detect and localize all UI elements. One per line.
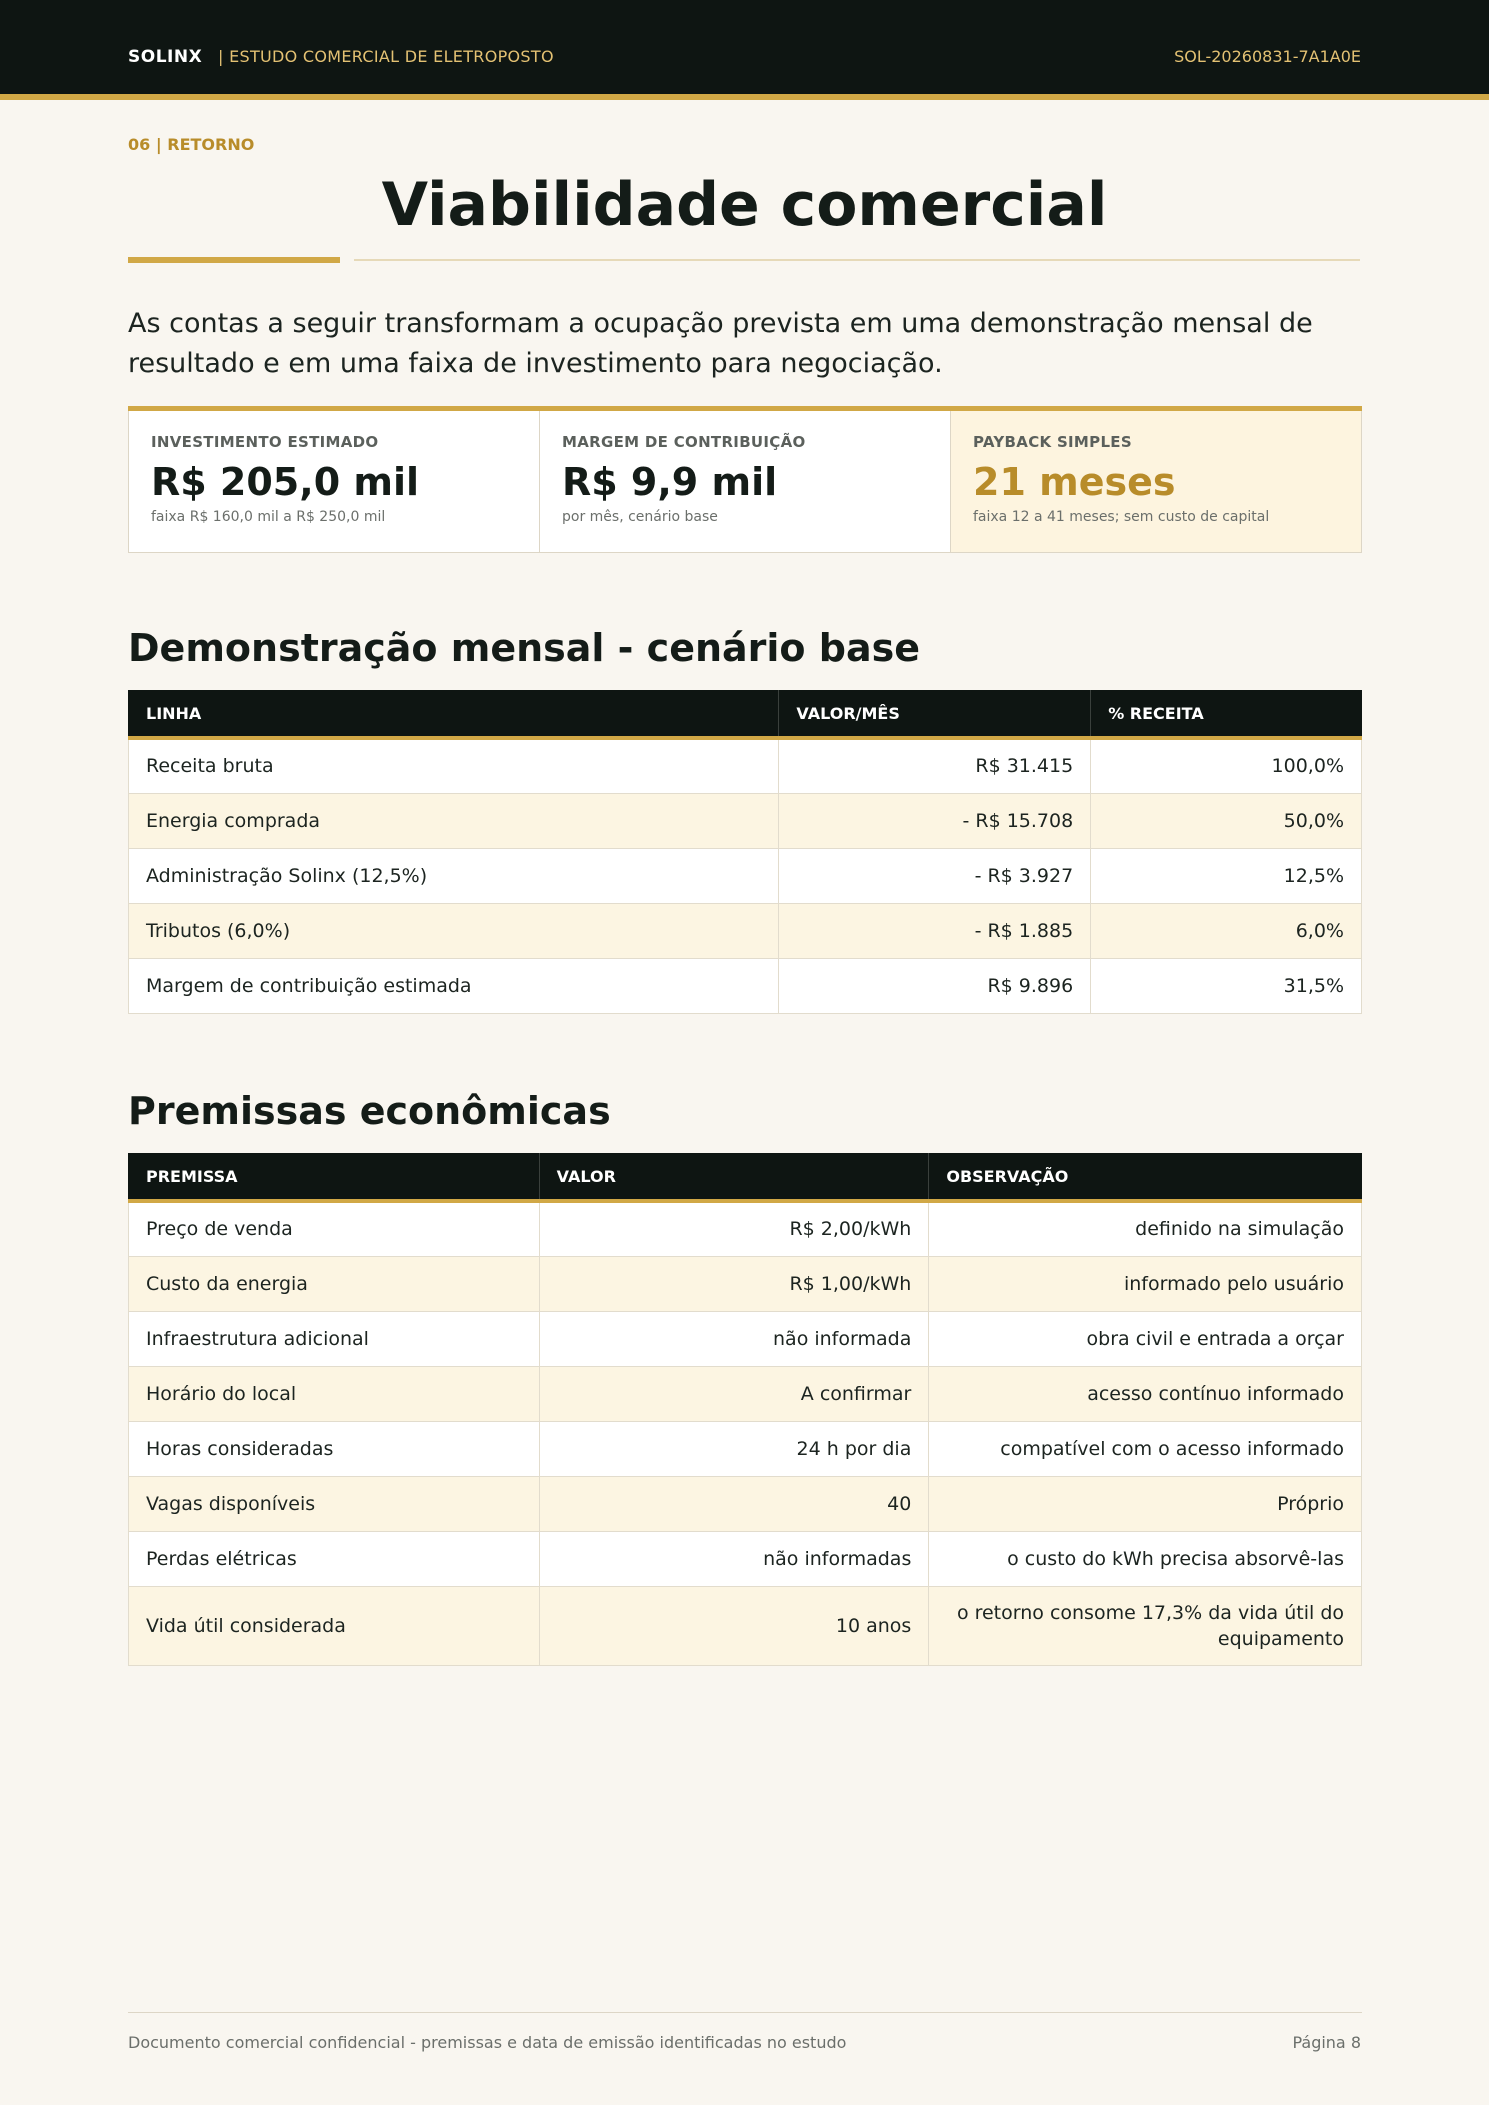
page-number: Página 8 xyxy=(1292,2033,1361,2052)
kpi-label: MARGEM DE CONTRIBUIÇÃO xyxy=(562,433,806,451)
table-row xyxy=(129,1476,1362,1531)
section-tag: 06 | RETORNO xyxy=(128,135,255,154)
premise-note: o retorno consome 17,3% da vida útil do equipamento xyxy=(929,1586,1362,1665)
premise-note: obra civil e entrada a orçar xyxy=(929,1311,1362,1366)
kpi-value: R$ 9,9 mil xyxy=(562,460,778,504)
premise-value: 40 xyxy=(539,1476,929,1531)
premise-name: Vagas disponíveis xyxy=(129,1476,540,1531)
premise-value: 10 anos xyxy=(539,1586,929,1665)
intro-paragraph: As contas a seguir transformam a ocupação prevista em uma demonstração mensal de resultado e em uma faixa de investimento para negociação. xyxy=(128,308,1313,379)
column-header: OBSERVAÇÃO xyxy=(929,1153,1362,1201)
economic-premises-heading: Premissas econômicas xyxy=(128,1089,611,1133)
kpi-note: faixa R$ 160,0 mil a R$ 250,0 mil xyxy=(151,509,386,525)
row-percent: 6,0% xyxy=(1091,903,1362,958)
kpi-card-margin xyxy=(540,411,951,553)
premise-note: informado pelo usuário xyxy=(929,1256,1362,1311)
premise-note: definido na simulação xyxy=(929,1201,1362,1256)
premise-name: Vida útil considerada xyxy=(129,1586,540,1665)
brand-logo-text: SOLINX xyxy=(128,47,203,67)
table-row xyxy=(129,793,1362,848)
title-accent-rule xyxy=(128,257,340,263)
monthly-statement-table xyxy=(128,690,1362,1014)
premise-note: acesso contínuo informado xyxy=(929,1366,1362,1421)
footer-divider xyxy=(128,2012,1362,2013)
header-subtitle: | ESTUDO COMERCIAL DE ELETROPOSTO xyxy=(218,47,554,66)
premise-name: Infraestrutura adicional xyxy=(129,1311,540,1366)
row-label: Margem de contribuição estimada xyxy=(129,958,779,1013)
row-label: Receita bruta xyxy=(129,738,779,793)
kpi-card-investment xyxy=(128,411,540,553)
column-header: LINHA xyxy=(129,690,779,738)
premise-name: Horas consideradas xyxy=(129,1421,540,1476)
column-header: PREMISSA xyxy=(129,1153,540,1201)
row-value: - R$ 1.885 xyxy=(779,903,1091,958)
premise-value: 24 h por dia xyxy=(539,1421,929,1476)
table-row xyxy=(129,903,1362,958)
monthly-statement-heading: Demonstração mensal - cenário base xyxy=(128,626,921,670)
footer-disclaimer: Documento comercial confidencial - premissas e data de emissão identificadas no estudo xyxy=(128,2033,847,2052)
premise-note: o custo do kWh precisa absorvê-las xyxy=(929,1531,1362,1586)
premise-name: Horário do local xyxy=(129,1366,540,1421)
premise-value: R$ 1,00/kWh xyxy=(539,1256,929,1311)
table-row xyxy=(129,1201,1362,1256)
kpi-label: PAYBACK SIMPLES xyxy=(973,433,1132,451)
column-header: VALOR xyxy=(539,1153,929,1201)
row-percent: 100,0% xyxy=(1091,738,1362,793)
column-header: VALOR/MÊS xyxy=(779,690,1091,738)
kpi-label: INVESTIMENTO ESTIMADO xyxy=(151,433,379,451)
row-label: Energia comprada xyxy=(129,793,779,848)
document-id: SOL-20260831-7A1A0E xyxy=(1174,47,1361,66)
premise-name: Preço de venda xyxy=(129,1201,540,1256)
premise-name: Custo da energia xyxy=(129,1256,540,1311)
page-title: Viabilidade comercial xyxy=(381,170,1108,240)
row-value: R$ 31.415 xyxy=(779,738,1091,793)
title-divider xyxy=(354,259,1360,261)
kpi-cards xyxy=(128,406,1362,553)
table-row xyxy=(129,1531,1362,1586)
premise-note: compatível com o acesso informado xyxy=(929,1421,1362,1476)
row-percent: 31,5% xyxy=(1091,958,1362,1013)
premise-value: não informadas xyxy=(539,1531,929,1586)
column-header: % RECEITA xyxy=(1091,690,1362,738)
premise-value: A confirmar xyxy=(539,1366,929,1421)
row-label: Tributos (6,0%) xyxy=(129,903,779,958)
kpi-value: R$ 205,0 mil xyxy=(151,460,420,504)
row-percent: 12,5% xyxy=(1091,848,1362,903)
economic-premises-table xyxy=(128,1153,1362,1666)
table-row xyxy=(129,1366,1362,1421)
row-value: R$ 9.896 xyxy=(779,958,1091,1013)
row-label: Administração Solinx (12,5%) xyxy=(129,848,779,903)
table-row xyxy=(129,1256,1362,1311)
table-row xyxy=(129,848,1362,903)
row-percent: 50,0% xyxy=(1091,793,1362,848)
top-bar xyxy=(0,0,1489,100)
kpi-note: por mês, cenário base xyxy=(562,509,718,525)
kpi-card-payback xyxy=(951,411,1362,553)
table-row xyxy=(129,1421,1362,1476)
table-row xyxy=(129,1311,1362,1366)
premise-value: R$ 2,00/kWh xyxy=(539,1201,929,1256)
premise-name: Perdas elétricas xyxy=(129,1531,540,1586)
table-row xyxy=(129,958,1362,1013)
premise-value: não informada xyxy=(539,1311,929,1366)
premise-note: Próprio xyxy=(929,1476,1362,1531)
kpi-value: 21 meses xyxy=(973,460,1176,504)
table-row xyxy=(129,738,1362,793)
kpi-note: faixa 12 a 41 meses; sem custo de capital xyxy=(973,509,1270,525)
row-value: - R$ 15.708 xyxy=(779,793,1091,848)
row-value: - R$ 3.927 xyxy=(779,848,1091,903)
table-row xyxy=(129,1586,1362,1665)
